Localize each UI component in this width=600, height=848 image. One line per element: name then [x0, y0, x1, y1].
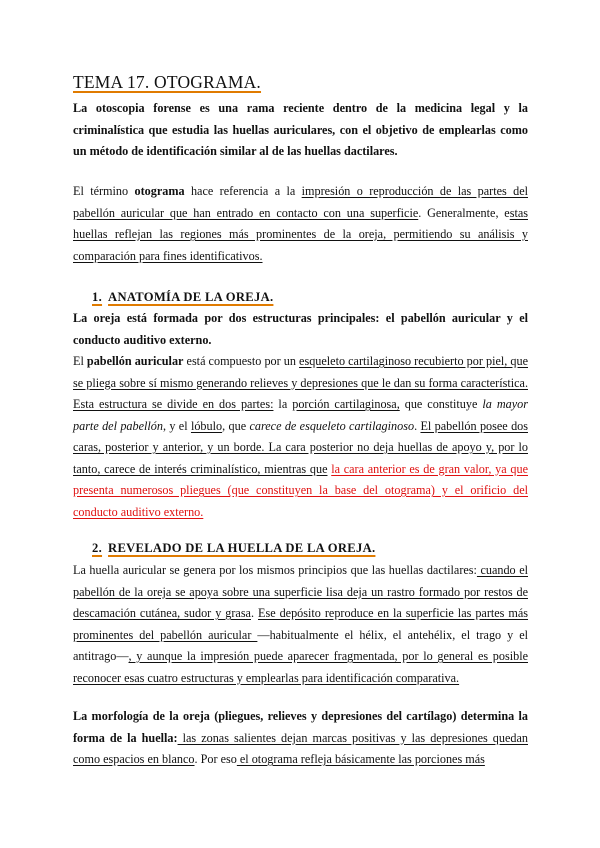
- section-heading-anatomia: 1. ANATOMÍA DE LA OREJA.: [92, 290, 274, 304]
- revelado-paragraph-1: La huella auricular se genera por los mismos principios que las huellas dactilares: cuando el pabellón de la oreja se apoya sobre una superficie lisa deja un rastro formado por restos de descamación cutánea, sudor y grasa. Ese depósito reproduce en la superficie las partes más prominentes del pabellón auricular —habitualmente el hélix, el antehélix, el trago y el antitrago—, y aunque la impresión puede aparecer fragmentada, por lo general es posible reconocer esas cuatro estructuras y emplearlas para identificación comparativa.: [73, 563, 529, 685]
- section-heading-revelado: 2. REVELADO DE LA HUELLA DE LA OREJA.: [92, 541, 376, 555]
- definition-paragraph: El término otograma hace referencia a la impresión o reproducción de las partes del pabellón auricular que han entrado en contacto con una superficie. Generalmente, estas huellas reflejan las regiones más prominentes de la oreja, permitiendo su análisis y comparación para fines identificativos.: [73, 184, 528, 263]
- term-otograma: otograma: [134, 184, 185, 198]
- highlighted-red-text: la cara anterior es de gran valor, ya que presenta numerosos pliegues (que constituyen la base del otograma) y el orificio del conducto auditivo externo.: [73, 461, 528, 519]
- page-title: TEMA 17. OTOGRAMA.: [73, 72, 262, 92]
- revelado-paragraph-2: La morfología de la oreja (pliegues, relieves y depresiones del cartílago) determina la forma de la huella: las zonas salientes dejan marcas positivas y las depresiones quedan como espacios en blanco. Por eso el otograma refleja básicamente las porciones más: [73, 709, 528, 766]
- anatomy-paragraph: El pabellón auricular está compuesto por un esqueleto cartilaginoso recubierto por piel, que se pliega sobre sí mismo generando relieves y depresiones que le dan su forma característica. Esta estructura se divide en dos partes: la porción cartilaginosa, que constituye la mayor parte del pabellón, y el lóbulo, que carece de esqueleto cartilaginoso. El pabellón posee dos caras, posterior y anterior, y un borde. La cara posterior no deja huellas de apoyo y, por lo tanto, carece de interés criminalístico, mientras que la cara anterior es de gran valor, ya que presenta numerosos pliegues (que constituyen la base del otograma) y el orificio del conducto auditivo externo.: [73, 354, 528, 519]
- anatomy-lead: La oreja está formada por dos estructuras principales: el pabellón auricular y el conducto auditivo externo.: [73, 311, 528, 347]
- intro-paragraph: La otoscopia forense es una rama reciente dentro de la medicina legal y la criminalística que estudia las huellas auriculares, con el objetivo de emplearlas como un método de identificación similar al de las huellas dactilares.: [73, 101, 528, 158]
